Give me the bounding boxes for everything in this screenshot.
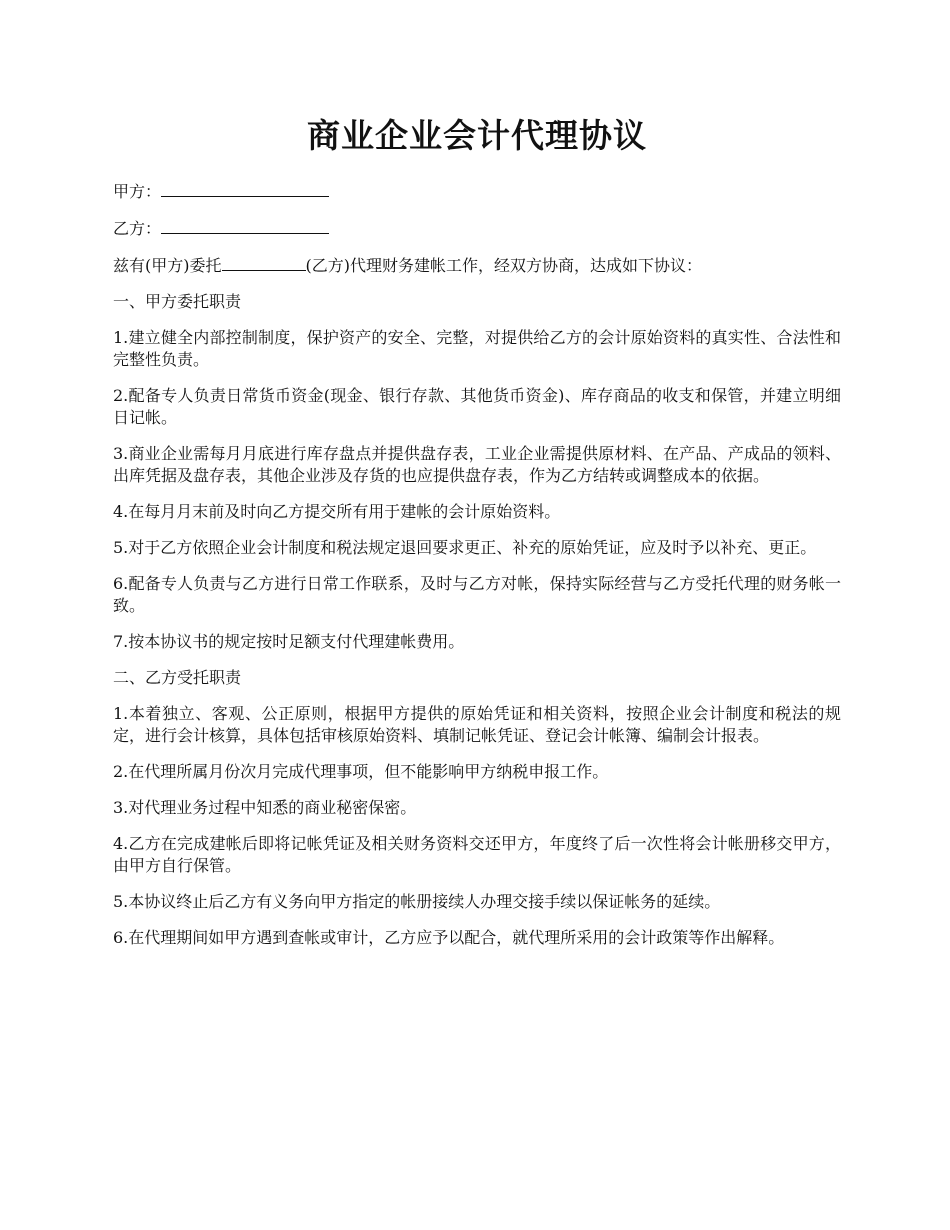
section1-item: 3.商业企业需每月月底进行库存盘点并提供盘存表，工业企业需提供原材料、在产品、产成品的领料、出库凭据及盘存表，其他企业涉及存货的也应提供盘存表，作为乙方结转或调整成本的依据。 — [113, 444, 841, 485]
section1-item: 5.对于乙方依照企业会计制度和税法规定退回要求更正、补充的原始凭证，应及时予以补充、更正。 — [113, 538, 817, 557]
section2-item: 3.对代理业务过程中知悉的商业秘密保密。 — [113, 798, 417, 817]
section2-item: 1.本着独立、客观、公正原则，根据甲方提供的原始凭证和相关资料，按照企业会计制度和税法的规定，进行会计核算，具体包括审核原始资料、填制记帐凭证、登记会计帐簿、编制会计报表。 — [113, 704, 841, 745]
intro-after: (乙方)代理财务建帐工作，经双方协商，达成如下协议： — [305, 256, 702, 275]
section1-item: 2.配备专人负责日常货币资金(现金、银行存款、其他货币资金)、库存商品的收支和保管，并建立明细日记帐。 — [113, 386, 841, 427]
section1-heading: 一、甲方委托职责 — [113, 292, 242, 311]
section2-item: 6.在代理期间如甲方遇到查帐或审计，乙方应予以配合，就代理所采用的会计政策等作出解释。 — [113, 928, 785, 947]
section2-heading: 二、乙方受托职责 — [113, 668, 242, 687]
section2-item: 5.本协议终止后乙方有义务向甲方指定的帐册接续人办理交接手续以保证帐务的延续。 — [113, 892, 721, 911]
agent-blank — [222, 254, 306, 271]
section2-item: 2.在代理所属月份次月完成代理事项，但不能影响甲方纳税申报工作。 — [113, 762, 609, 781]
party-a-label: 甲方： — [113, 182, 162, 201]
document-title: 商业企业会计代理协议 — [307, 116, 647, 155]
party-a-line — [113, 180, 841, 203]
party-b-line — [113, 217, 841, 240]
party-b-label: 乙方： — [113, 219, 162, 238]
party-b-blank — [161, 217, 329, 234]
section2-item: 4.乙方在完成建帐后即将记帐凭证及相关财务资料交还甲方，年度终了后一次性将会计帐册移交甲方，由甲方自行保管。 — [113, 834, 841, 875]
section1-item: 1.建立健全内部控制制度，保护资产的安全、完整，对提供给乙方的会计原始资料的真实性、合法性和完整性负责。 — [113, 328, 841, 369]
section1-item: 6.配备专人负责与乙方进行日常工作联系，及时与乙方对帐，保持实际经营与乙方受托代理的财务帐一致。 — [113, 574, 841, 615]
section1-item: 7.按本协议书的规定按时足额支付代理建帐费用。 — [113, 632, 465, 651]
section1-item: 4.在每月月末前及时向乙方提交所有用于建帐的会计原始资料。 — [113, 502, 561, 521]
party-a-blank — [161, 180, 329, 197]
document-body — [113, 180, 841, 963]
intro-before: 兹有(甲方)委托 — [113, 256, 222, 275]
intro-paragraph — [113, 254, 841, 277]
